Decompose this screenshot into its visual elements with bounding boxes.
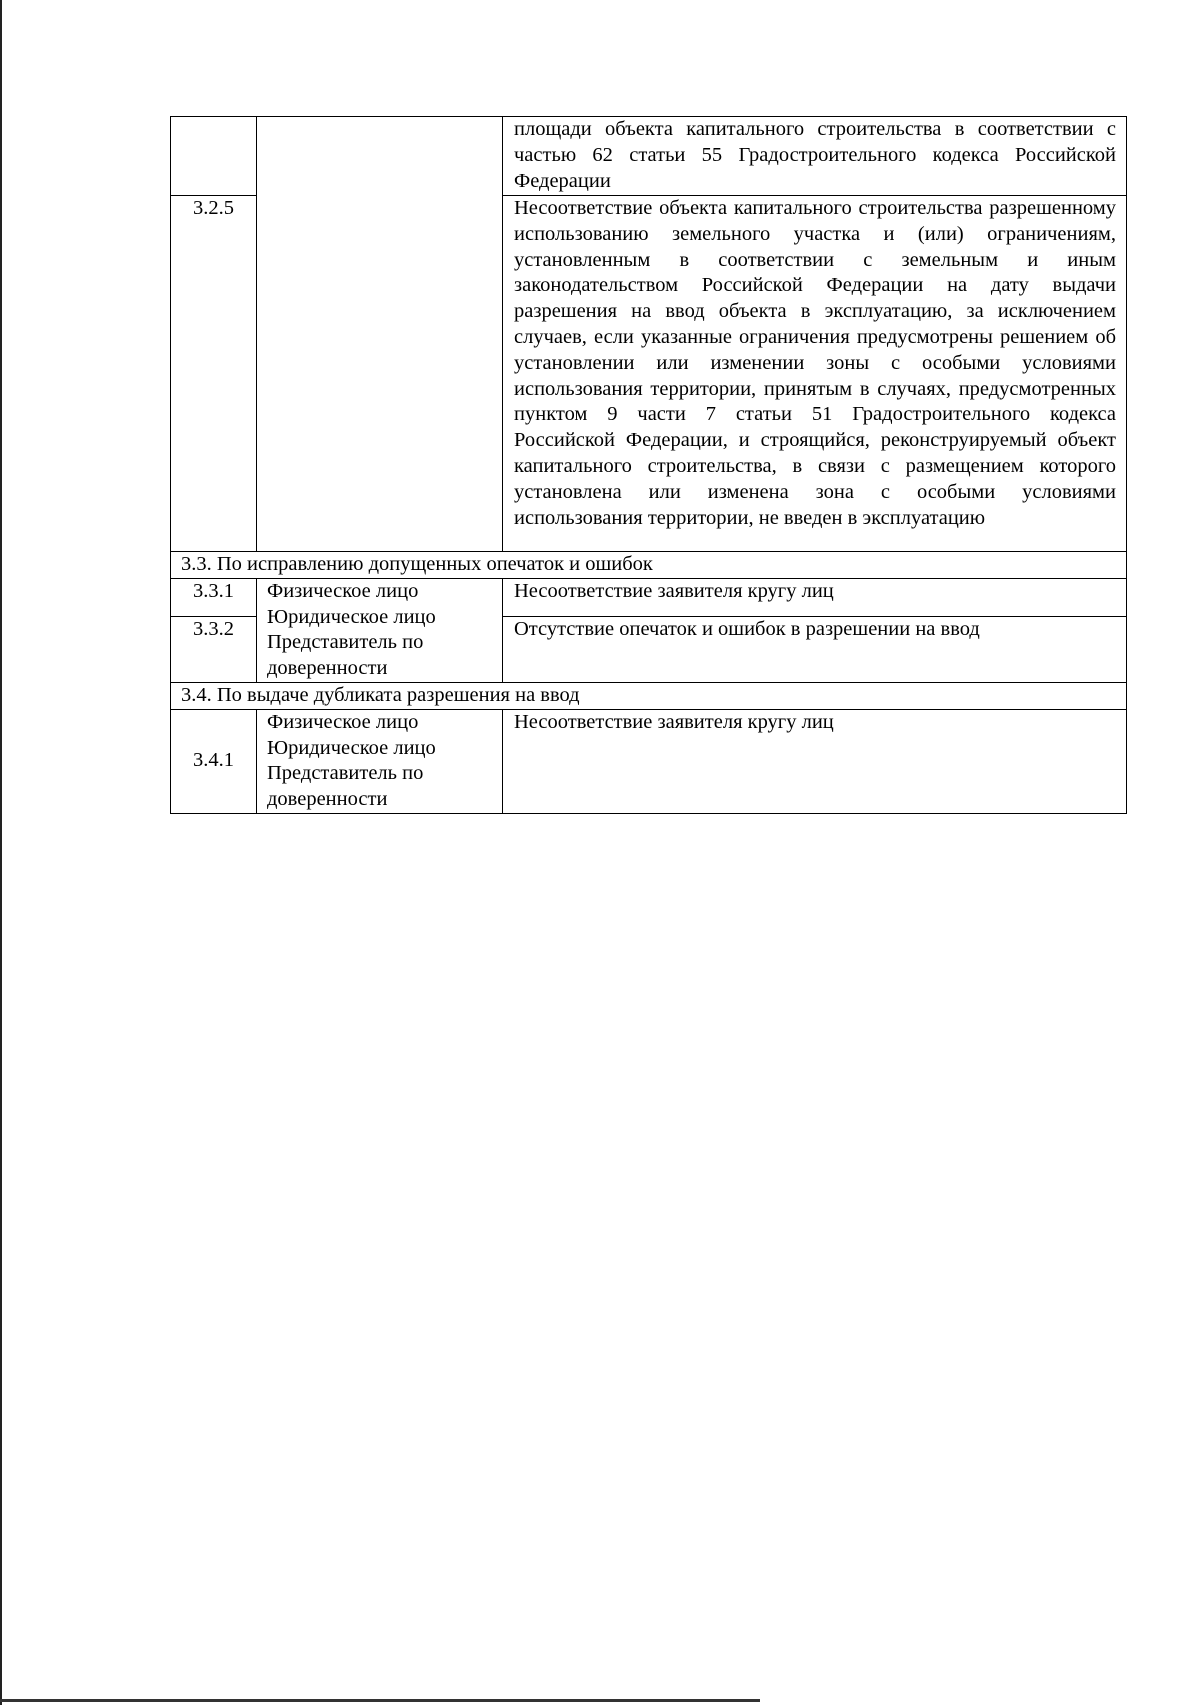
table-row — [171, 117, 1127, 196]
row-number-cell — [171, 117, 257, 196]
reason-cell — [503, 117, 1127, 196]
applicant-type: Физическое лицо — [267, 710, 419, 733]
applicant-cell — [257, 578, 503, 682]
row-number: 3.3.2 — [193, 618, 234, 641]
reason-text: Отсутствие опечаток и ошибок в разрешении на ввод — [514, 618, 980, 641]
table-row — [171, 578, 1127, 616]
applicant-cell — [257, 709, 503, 813]
row-number-cell — [171, 709, 257, 813]
section-heading: 3.4. По выдаче дубликата разрешения на ввод — [171, 682, 1127, 709]
applicant-cell — [257, 117, 503, 552]
section-heading: 3.3. По исправлению допущенных опечаток и ошибок — [171, 552, 1127, 579]
applicant-type: Физическое лицо — [267, 579, 419, 602]
reason-cell — [503, 196, 1127, 552]
reason-cell — [503, 709, 1127, 813]
table-row — [171, 709, 1127, 813]
reason-text: Несоответствие заявителя кругу лиц — [514, 710, 834, 733]
applicant-type: доверенности — [267, 657, 388, 680]
section-row — [171, 552, 1127, 579]
reason-text: площади объекта капитального строительства в соответствии с частью 62 статьи 55 Градостроительного кодекса Российской Федерации — [514, 118, 1116, 192]
scan-left-edge — [0, 0, 2, 1705]
reason-cell — [503, 617, 1127, 683]
document-table — [170, 116, 1127, 814]
applicant-type: Представитель по — [267, 762, 424, 785]
row-number: 3.2.5 — [193, 197, 234, 219]
reason-text: Несоответствие объекта капитального строительства разрешенному использованию земельного участка и (или) ограничениям, установленным в соответствии с земельным и иным законодательством Российской Федерации на дату выдачи разрешения на ввод объекта в эксплуатацию, за исключением случаев, если указанные ограничения предусмотрены решением об установлении или изменении зоны с особыми условиями использования территории, принятым в случаях, предусмотренных пунктом 9 части 7 статьи 51 Градостроительного кодекса Российской Федерации, и строящийся, реконструируемый объект капитального строительства, в связи с размещением которого установлена или изменена зона с особыми условиями использования территории, не введен в эксплуатацию — [514, 197, 1116, 529]
applicant-type: Юридическое лицо — [267, 605, 436, 628]
section-row — [171, 682, 1127, 709]
applicant-type: Юридическое лицо — [267, 736, 436, 759]
reason-text: Несоответствие заявителя кругу лиц — [514, 579, 834, 602]
reason-cell — [503, 578, 1127, 616]
scan-bottom-edge — [0, 1699, 760, 1702]
row-number-cell — [171, 578, 257, 616]
row-number: 3.4.1 — [193, 749, 234, 772]
applicant-type: доверенности — [267, 788, 388, 811]
applicant-type: Представитель по — [267, 631, 424, 654]
row-number-cell — [171, 617, 257, 683]
row-number: 3.3.1 — [193, 579, 234, 602]
row-number-cell — [171, 196, 257, 552]
